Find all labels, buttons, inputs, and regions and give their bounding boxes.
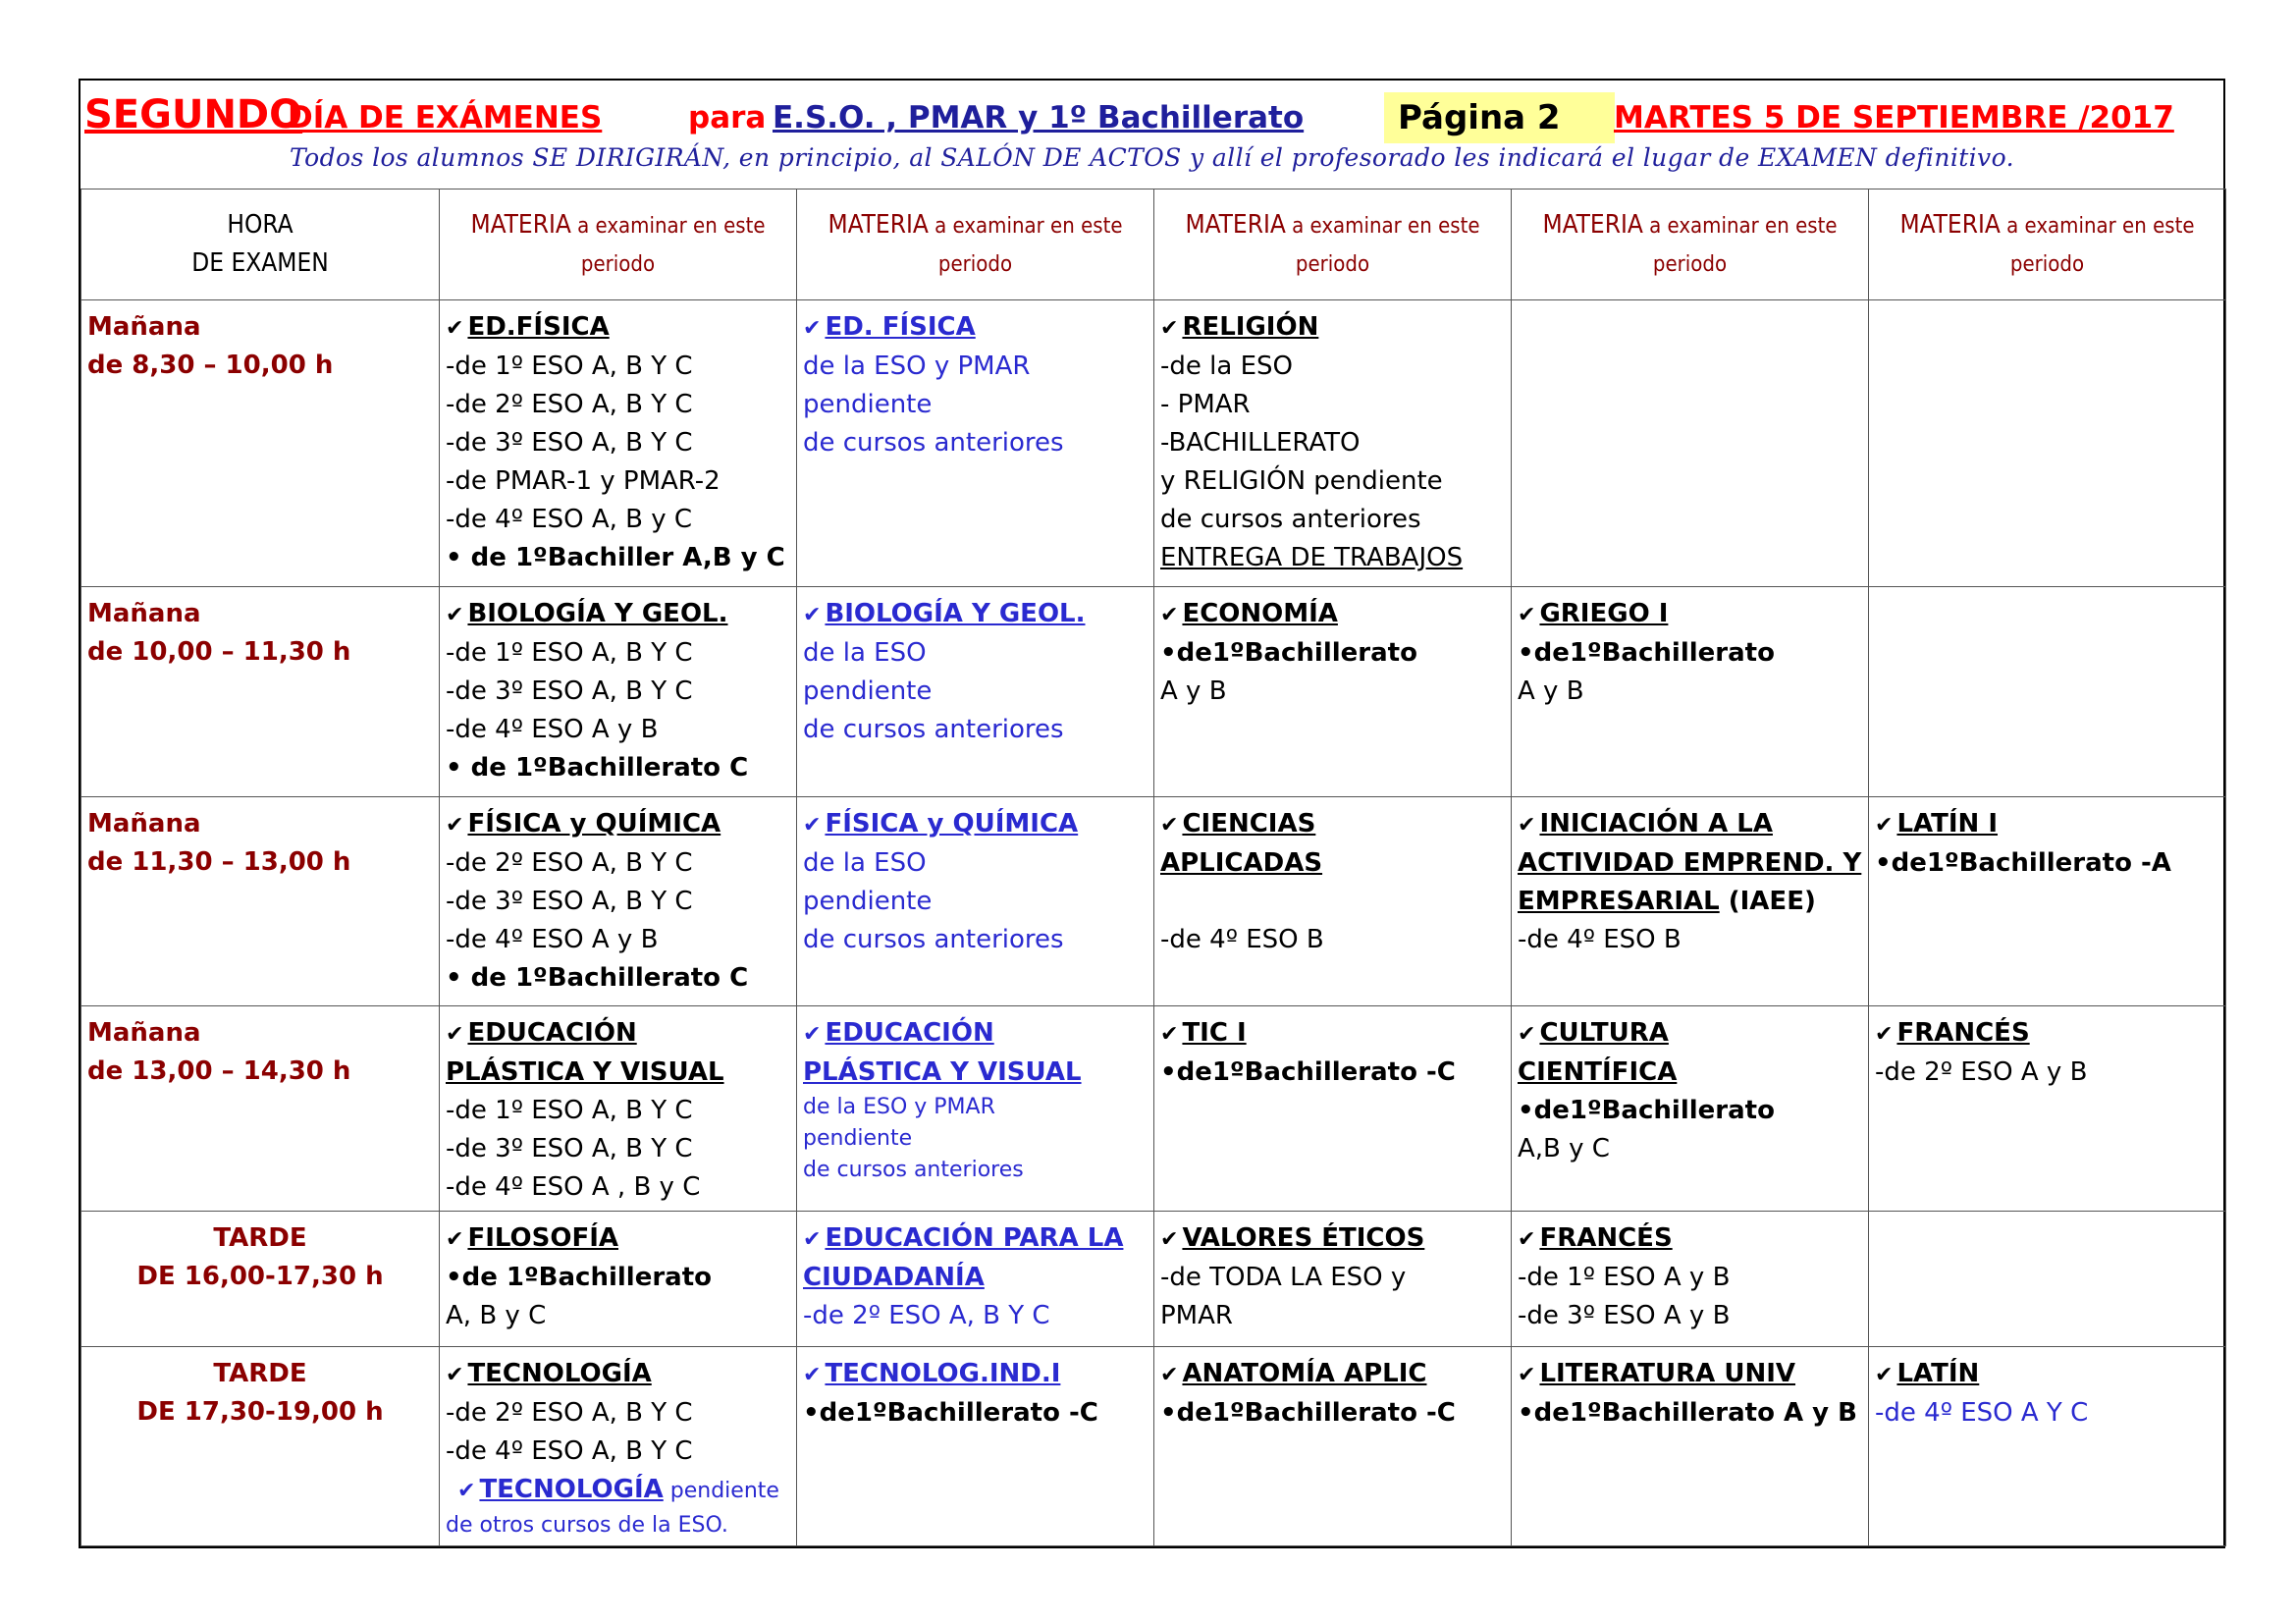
group-line: de cursos anteriores [803,715,1064,744]
subject-cell [440,1347,797,1546]
subject-line [446,1355,790,1394]
table-row [81,1347,2226,1546]
exam-time-range: DE 17,30-19,00 h [136,1397,384,1427]
group-line: -de 2º ESO A, B Y C [446,848,693,878]
group-line: -de 2º ESO A, B Y C [446,390,693,419]
page-number: Página 2 [1384,92,1615,143]
materia-header: MATERIA a examinar en este periodo [440,189,797,300]
exam-time-cell [81,1212,440,1347]
group-line: • de 1ºBachiller A,B y C [446,543,785,572]
subject-cell [1512,797,1869,1006]
subject-name: CIUDADANÍA [803,1263,985,1292]
subject-name: ECONOMÍA [1182,599,1338,628]
group-line: •de 1ºBachillerato [446,1263,712,1292]
subject-cell [440,300,797,587]
subject-name: ANATOMÍA APLIC [1182,1359,1427,1388]
exam-time-cell [81,587,440,797]
exam-time-label: Mañana [87,599,201,628]
subject-cell [1154,1347,1512,1546]
group-line: -de 1º ESO A y B [1518,1263,1731,1292]
group-line: -de la ESO [1160,352,1293,381]
subject-cell [1154,300,1512,587]
check-icon: ✔ [446,603,464,627]
subject-line [803,805,1148,844]
group-line: de cursos anteriores [1160,505,1421,534]
subject-cell [797,1006,1154,1212]
subject-name: PLÁSTICA Y VISUAL [803,1057,1082,1087]
check-icon: ✔ [803,1363,822,1387]
subject-name: BIOLOGÍA Y GEOL. [825,599,1086,628]
subject-name: TIC I [1182,1018,1247,1048]
check-icon: ✔ [1160,813,1179,838]
table-row [81,300,2226,587]
subject-line [1875,1355,2219,1394]
group-line: A y B [1160,676,1227,706]
subject-cell [797,1347,1154,1546]
check-icon: ✔ [1518,1363,1536,1387]
subject-line [446,1014,790,1054]
subject-line [803,1054,1148,1092]
subject-line [1160,1219,1505,1259]
schedule-table [80,189,2226,1546]
subject-line [1160,1014,1505,1054]
subject-name: PLÁSTICA Y VISUAL [446,1057,724,1087]
subject-name: ED. FÍSICA [825,312,976,342]
group-line: A y B [1518,676,1584,706]
check-icon: ✔ [1160,1227,1179,1252]
subject-line [1875,1014,2219,1054]
subject-name: APLICADAS [1160,848,1323,878]
subject-cell [1154,797,1512,1006]
materia-header: MATERIA a examinar en este periodo [1512,189,1869,300]
check-icon: ✔ [1160,1363,1179,1387]
subject-cell [1512,1347,1869,1546]
group-line: pendiente [803,676,933,706]
group-line: •de1ºBachillerato -C [1160,1057,1456,1087]
subject-name: FILOSOFÍA [467,1223,618,1253]
group-line: -de 4º ESO A, B y C [446,505,693,534]
subtitle: Todos los alumnos SE DIRIGIRÁN, en principio, al SALÓN DE ACTOS y allí el profesorado les indicará el lugar de EXAMEN definitivo. [290,143,2014,172]
subject-cell [1869,300,2226,587]
materia-header: MATERIA a examinar en este periodo [1869,189,2226,300]
subject-line [1518,1355,1862,1394]
subject-line [1518,1219,1862,1259]
subject-cell [1154,587,1512,797]
subject-line [1160,805,1505,844]
exam-time-label: Mañana [87,809,201,839]
subject-line [803,1259,1148,1297]
check-icon: ✔ [446,316,464,341]
table-row [81,797,2226,1006]
exam-time-range: de 13,00 – 14,30 h [87,1056,351,1086]
materia-header: MATERIA a examinar en este periodo [1154,189,1512,300]
group-line: PMAR [1160,1301,1233,1330]
group-line: -de 2º ESO A y B [1875,1057,2088,1087]
subject-name: LATÍN [1896,1359,1980,1388]
title-dia: DÍA DE EXÁMENES [288,100,603,135]
subject-line [1518,883,1862,921]
exam-time-range: de 11,30 – 13,00 h [87,847,351,877]
subject-line [446,308,790,348]
subject-abbrev: (IAEE) [1719,887,1816,916]
subject-name: EDUCACIÓN [467,1018,637,1048]
group-line: - PMAR [1160,390,1251,419]
table-row [81,1212,2226,1347]
subject-name: BIOLOGÍA Y GEOL. [467,599,728,628]
check-icon: ✔ [803,1022,822,1047]
group-line: pendiente [803,887,933,916]
subject-line [1518,844,1862,883]
check-icon: ✔ [1160,1022,1179,1047]
group-line: •de1ºBachillerato A y B [1518,1398,1857,1428]
subject-name: FRANCÉS [1539,1223,1673,1253]
exam-time-label: TARDE [213,1359,307,1388]
group-line: -de 3º ESO A, B Y C [446,428,693,458]
group-line: -de 1º ESO A, B Y C [446,352,693,381]
subject-line [1518,805,1862,844]
title-grupos: E.S.O. , PMAR y 1º Bachillerato [773,100,1305,135]
subject-line [1518,595,1862,634]
hora-header: HORA DE EXAMEN [81,189,440,300]
subject-name: LITERATURA UNIV [1539,1359,1796,1388]
group-line: de la ESO [803,848,927,878]
group-line: -de 4º ESO A y B [446,925,659,954]
subject-cell [440,797,797,1006]
exam-time-cell [81,1347,440,1546]
subject-cell [1512,1006,1869,1212]
group-line: -de 3º ESO A y B [1518,1301,1731,1330]
subject-name: RELIGIÓN [1182,312,1319,342]
check-icon: ✔ [803,813,822,838]
check-icon: ✔ [1875,1022,1894,1047]
check-icon: ✔ [803,603,822,627]
group-line: -de TODA LA ESO y [1160,1263,1407,1292]
group-line: •de1ºBachillerato -C [803,1398,1098,1428]
check-icon: ✔ [457,1479,476,1503]
group-line: y RELIGIÓN pendiente [1160,466,1443,496]
group-line: •de1ºBachillerato [1160,638,1417,668]
subject-name: EMPRESARIAL [1518,887,1720,916]
subject-line [1160,1355,1505,1394]
group-line: •de1ºBachillerato -C [1160,1398,1456,1428]
subject-name: EDUCACIÓN [825,1018,994,1048]
group-line: -BACHILLERATO [1160,428,1361,458]
subject-name: ACTIVIDAD EMPREND. Y [1518,848,1862,878]
subject-cell [1869,587,2226,797]
check-icon: ✔ [446,1227,464,1252]
subject-cell [1154,1212,1512,1347]
subject-cell [440,587,797,797]
subject-line [1160,595,1505,634]
header [80,81,2223,189]
group-line: pendiente [803,390,933,419]
table-row [81,1006,2226,1212]
subject-line [803,1014,1148,1054]
group-line: de la ESO [803,638,927,668]
subject-name: EDUCACIÓN PARA LA [825,1223,1124,1253]
group-line: • de 1ºBachillerato C [446,753,749,783]
subject-line [803,1355,1148,1394]
group-line: de otros cursos de la ESO. [446,1513,728,1538]
exam-time-label: Mañana [87,312,201,342]
materia-header: MATERIA a examinar en este periodo [797,189,1154,300]
subject-cell [797,300,1154,587]
note: pendiente [663,1479,779,1503]
group-line: -de 4º ESO B [1518,925,1682,954]
group-line: -de 3º ESO A, B Y C [446,676,693,706]
subject-name: TECNOLOGÍA [467,1359,652,1388]
subject-line [1160,844,1505,883]
group-line: -de 4º ESO A, B Y C [446,1436,693,1466]
subject-line [803,308,1148,348]
check-icon: ✔ [446,1363,464,1387]
subject-cell [1154,1006,1512,1212]
subject-cell [797,587,1154,797]
group-line: -de 2º ESO A, B Y C [446,1398,693,1428]
subject-name: LATÍN I [1896,809,1999,839]
subject-name: INICIACIÓN A LA [1539,809,1773,839]
check-icon: ✔ [446,813,464,838]
subject-line [446,1219,790,1259]
check-icon: ✔ [1518,813,1536,838]
subject-cell [1869,1212,2226,1347]
check-icon: ✔ [1518,1227,1536,1252]
title-segundo: SEGUNDO [84,92,303,137]
title-para: para [688,100,767,135]
subject-line [1518,1054,1862,1092]
exam-schedule-sheet [79,79,2225,1548]
subject-cell [1512,1212,1869,1347]
group-line: -de 3º ESO A, B Y C [446,1134,693,1163]
subject-cell [1512,300,1869,587]
subject-name: FÍSICA y QUÍMICA [467,809,721,839]
subject-name: TECNOLOGÍA [479,1475,664,1504]
subject-cell [1869,797,2226,1006]
table-row [81,587,2226,797]
subject-line [803,1219,1148,1259]
check-icon: ✔ [1518,603,1536,627]
subject-name: TECNOLOG.IND.I [825,1359,1061,1388]
exam-date: MARTES 5 DE SEPTIEMBRE /2017 [1614,100,2174,135]
subject-cell [797,797,1154,1006]
exam-time-label: TARDE [213,1223,307,1253]
group-line: de la ESO y PMAR [803,352,1031,381]
check-icon: ✔ [803,1227,822,1252]
group-line [1160,883,1505,921]
subject-cell [440,1006,797,1212]
exam-time-cell [81,300,440,587]
exam-time-cell [81,1006,440,1212]
exam-time-range: DE 16,00-17,30 h [136,1262,384,1291]
subject-name: CIENCIAS [1182,809,1316,839]
subject-line [446,805,790,844]
group-line: • de 1ºBachillerato C [446,963,749,993]
subject-name: GRIEGO I [1539,599,1669,628]
group-line: -de 4º ESO A y B [446,715,659,744]
subject-cell [1869,1347,2226,1546]
group-line: -de 1º ESO A, B Y C [446,1096,693,1125]
exam-time-range: de 8,30 – 10,00 h [87,351,334,380]
subject-line [1518,1014,1862,1054]
group-line: -de 4º ESO A , B y C [446,1172,701,1202]
subject-line [446,595,790,634]
check-icon: ✔ [1518,1022,1536,1047]
subject-cell [797,1212,1154,1347]
group-line: -de 2º ESO A, B Y C [803,1301,1050,1330]
check-icon: ✔ [1875,1363,1894,1387]
subject-cell [1869,1006,2226,1212]
exam-time-cell [81,797,440,1006]
subject-cell [440,1212,797,1347]
group-line: -de 1º ESO A, B Y C [446,638,693,668]
group-line: -de PMAR-1 y PMAR-2 [446,466,721,496]
subject-line [446,1054,790,1092]
group-line: -de 4º ESO A Y C [1875,1398,2089,1428]
group-line: de cursos anteriores [803,925,1064,954]
subject-line [1875,805,2219,844]
group-line: de cursos anteriores [803,1158,1024,1182]
exam-time-range: de 10,00 – 11,30 h [87,637,351,667]
group-line: -de 3º ESO A, B Y C [446,887,693,916]
subject-name: FÍSICA y QUÍMICA [825,809,1079,839]
subject-line [803,595,1148,634]
check-icon: ✔ [1160,316,1179,341]
subject-name: ED.FÍSICA [467,312,610,342]
group-line: •de1ºBachillerato [1518,638,1775,668]
subject-name: FRANCÉS [1896,1018,2030,1048]
group-line: A,B y C [1518,1134,1610,1163]
check-icon: ✔ [1160,603,1179,627]
check-icon: ✔ [1875,813,1894,838]
subject-line [446,1471,790,1510]
group-line: •de1ºBachillerato -A [1875,848,2171,878]
exam-time-label: Mañana [87,1018,201,1048]
subject-name: CULTURA [1539,1018,1669,1048]
group-line: -de 4º ESO B [1160,925,1324,954]
table-header-row [81,189,2226,300]
subject-name: VALORES ÉTICOS [1182,1223,1425,1253]
check-icon: ✔ [803,316,822,341]
group-line: pendiente [803,1126,913,1151]
subject-cell [1512,587,1869,797]
group-line: A, B y C [446,1301,547,1330]
check-icon: ✔ [446,1022,464,1047]
group-line: ENTREGA DE TRABAJOS [1160,543,1464,572]
group-line: de la ESO y PMAR [803,1095,995,1119]
group-line: •de1ºBachillerato [1518,1096,1775,1125]
group-line: de cursos anteriores [803,428,1064,458]
subject-name: CIENTÍFICA [1518,1057,1678,1087]
subject-line [1160,308,1505,348]
